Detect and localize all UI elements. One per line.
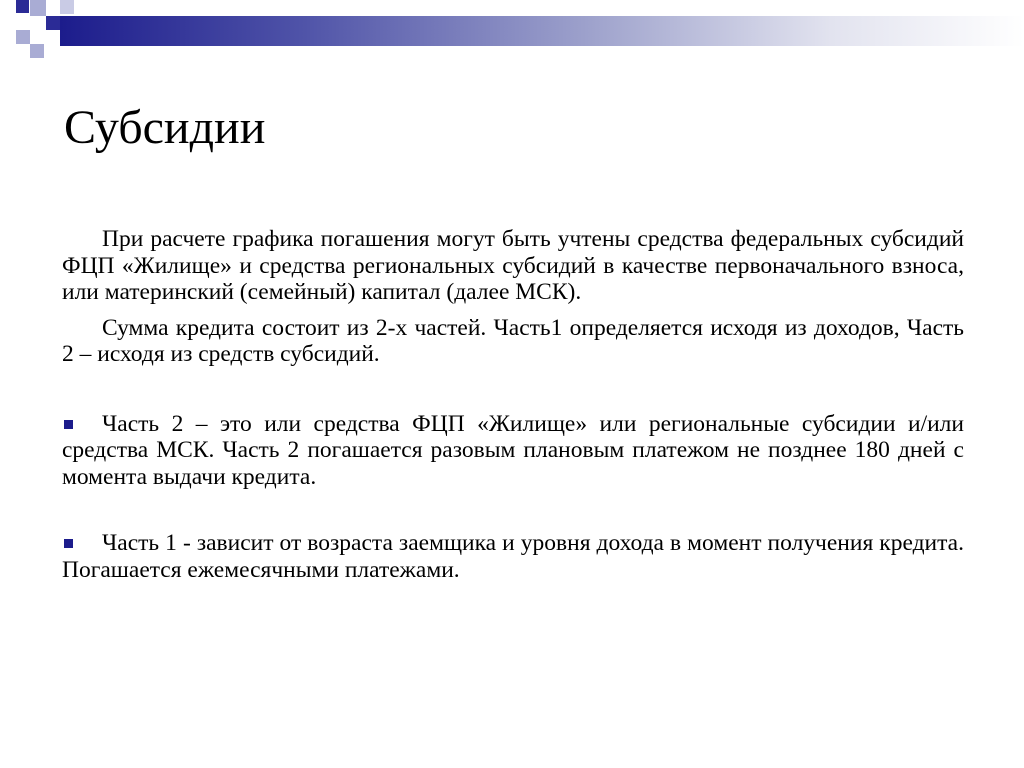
bullet-item — [62, 530, 964, 583]
decor-square-icon — [30, 0, 46, 16]
decor-square-icon — [16, 30, 30, 44]
header-gradient-bar — [60, 16, 1024, 46]
decor-square-icon — [60, 0, 74, 14]
body-paragraph: Сумма кредита состоит из 2-х частей. Часть1 определяется исходя из доходов, Часть 2 – исходя из средств субсидий. — [62, 314, 964, 367]
square-bullet-icon — [64, 420, 73, 429]
bullet-item — [62, 411, 964, 491]
slide-body — [62, 226, 964, 583]
body-paragraph: При расчете графика погашения могут быть учтены средства федеральных субсидий ФЦП «Жилище» и средства региональных субсидий в качестве первоначального взноса, или материнский (семейный) капитал (далее МСК). — [62, 226, 964, 305]
slide-title: Субсидии — [64, 101, 266, 154]
bullet-text: Часть 2 – это или средства ФЦП «Жилище» или региональные субсидии и/или средства МСК. Часть 2 погашается разовым плановым платежом не позднее 180 дней с момента выдачи кредита. — [62, 410, 964, 490]
bullet-text: Часть 1 - зависит от возраста заемщика и уровня дохода в момент получения кредита. Погашается ежемесячными платежами. — [62, 530, 964, 583]
decor-square-icon — [30, 44, 44, 58]
decor-square-icon — [46, 16, 60, 30]
decor-square-icon — [16, 0, 29, 13]
square-bullet-icon — [64, 539, 73, 548]
